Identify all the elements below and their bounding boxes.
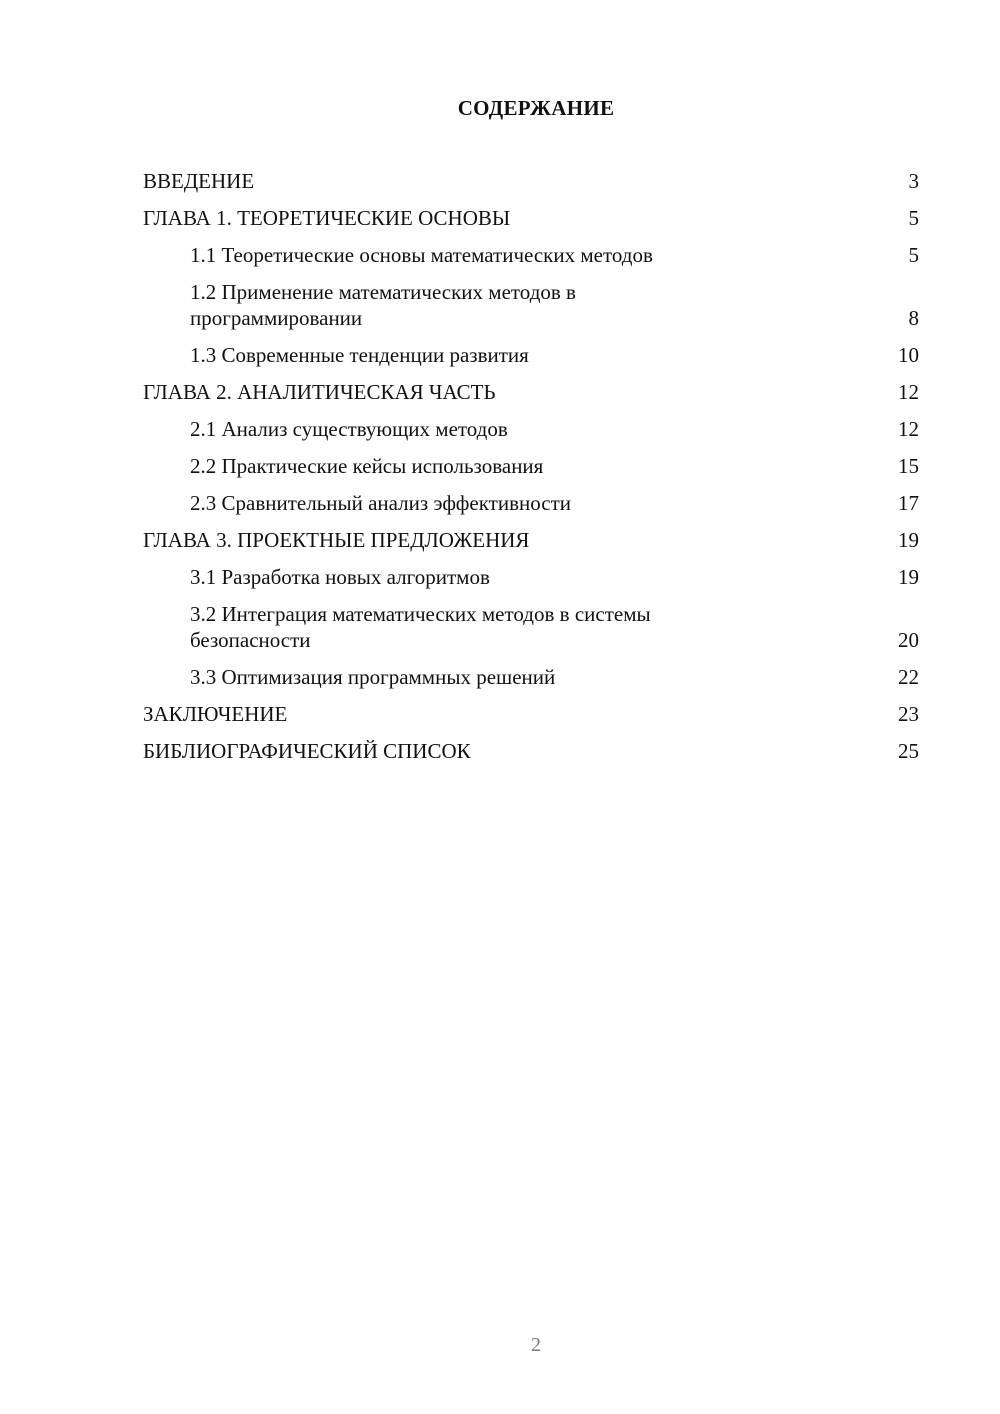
- toc-subentry: [143, 342, 919, 368]
- toc-entry: [143, 205, 919, 231]
- toc-entry: [143, 701, 919, 727]
- toc-entry-label: ГЛАВА 1. ТЕОРЕТИЧЕСКИЕ ОСНОВЫ: [143, 206, 511, 230]
- toc-entry-label: 1.1 Теоретические основы математических методов: [190, 243, 653, 267]
- toc-entry-label: ВВЕДЕНИЕ: [143, 169, 255, 193]
- toc-entry-page: 12: [898, 380, 919, 404]
- toc-entry-page: 10: [898, 343, 919, 367]
- toc-entry-page: 19: [898, 528, 919, 552]
- toc-entry: [143, 168, 919, 194]
- toc-entry-page: 23: [898, 702, 919, 726]
- toc-entry-label: 2.2 Практические кейсы использования: [190, 454, 544, 478]
- toc-entry-page: 20: [898, 628, 919, 652]
- toc-entry-label: 2.1 Анализ существующих методов: [190, 417, 508, 441]
- toc-entry: [143, 738, 919, 764]
- toc-entry-label: 3.1 Разработка новых алгоритмов: [190, 565, 490, 589]
- toc-title: СОДЕРЖАНИЕ: [457, 96, 615, 120]
- toc-entry-page: 19: [898, 565, 919, 589]
- toc-entry-page: 5: [908, 243, 919, 267]
- toc-subentry: [143, 564, 919, 590]
- toc-entry: [143, 527, 919, 553]
- toc-entry-label: ЗАКЛЮЧЕНИЕ: [143, 702, 288, 726]
- toc-subentry: [143, 490, 919, 516]
- toc-entry-page: 25: [898, 739, 919, 763]
- toc-entry: [143, 379, 919, 405]
- toc-entry-label: 3.2 Интеграция математических методов в системы безопасности: [190, 602, 651, 652]
- toc-entry-page: 3: [908, 169, 919, 193]
- toc-entry-label: ГЛАВА 3. ПРОЕКТНЫЕ ПРЕДЛОЖЕНИЯ: [143, 528, 530, 552]
- toc-entry-label: ГЛАВА 2. АНАЛИТИЧЕСКАЯ ЧАСТЬ: [143, 380, 496, 404]
- toc-subentry: [143, 279, 919, 331]
- page-number: 2: [531, 1334, 541, 1356]
- toc-entry-page: 15: [898, 454, 919, 478]
- table-of-contents: [143, 168, 919, 775]
- toc-subentry: [143, 453, 919, 479]
- toc-entry-page: 22: [898, 665, 919, 689]
- toc-subentry: [143, 242, 919, 268]
- toc-subentry: [143, 601, 919, 653]
- toc-entry-label: БИБЛИОГРАФИЧЕСКИЙ СПИСОК: [143, 739, 471, 763]
- toc-entry-page: 8: [908, 306, 919, 330]
- toc-entry-label: 1.2 Применение математических методов в программировании: [190, 280, 576, 330]
- toc-entry-label: 2.3 Сравнительный анализ эффективности: [190, 491, 571, 515]
- toc-entry-label: 3.3 Оптимизация программных решений: [190, 665, 556, 689]
- toc-subentry: [143, 664, 919, 690]
- toc-subentry: [143, 416, 919, 442]
- toc-entry-page: 17: [898, 491, 919, 515]
- toc-entry-page: 12: [898, 417, 919, 441]
- toc-entry-label: 1.3 Современные тенденции развития: [190, 343, 529, 367]
- toc-entry-page: 5: [908, 206, 919, 230]
